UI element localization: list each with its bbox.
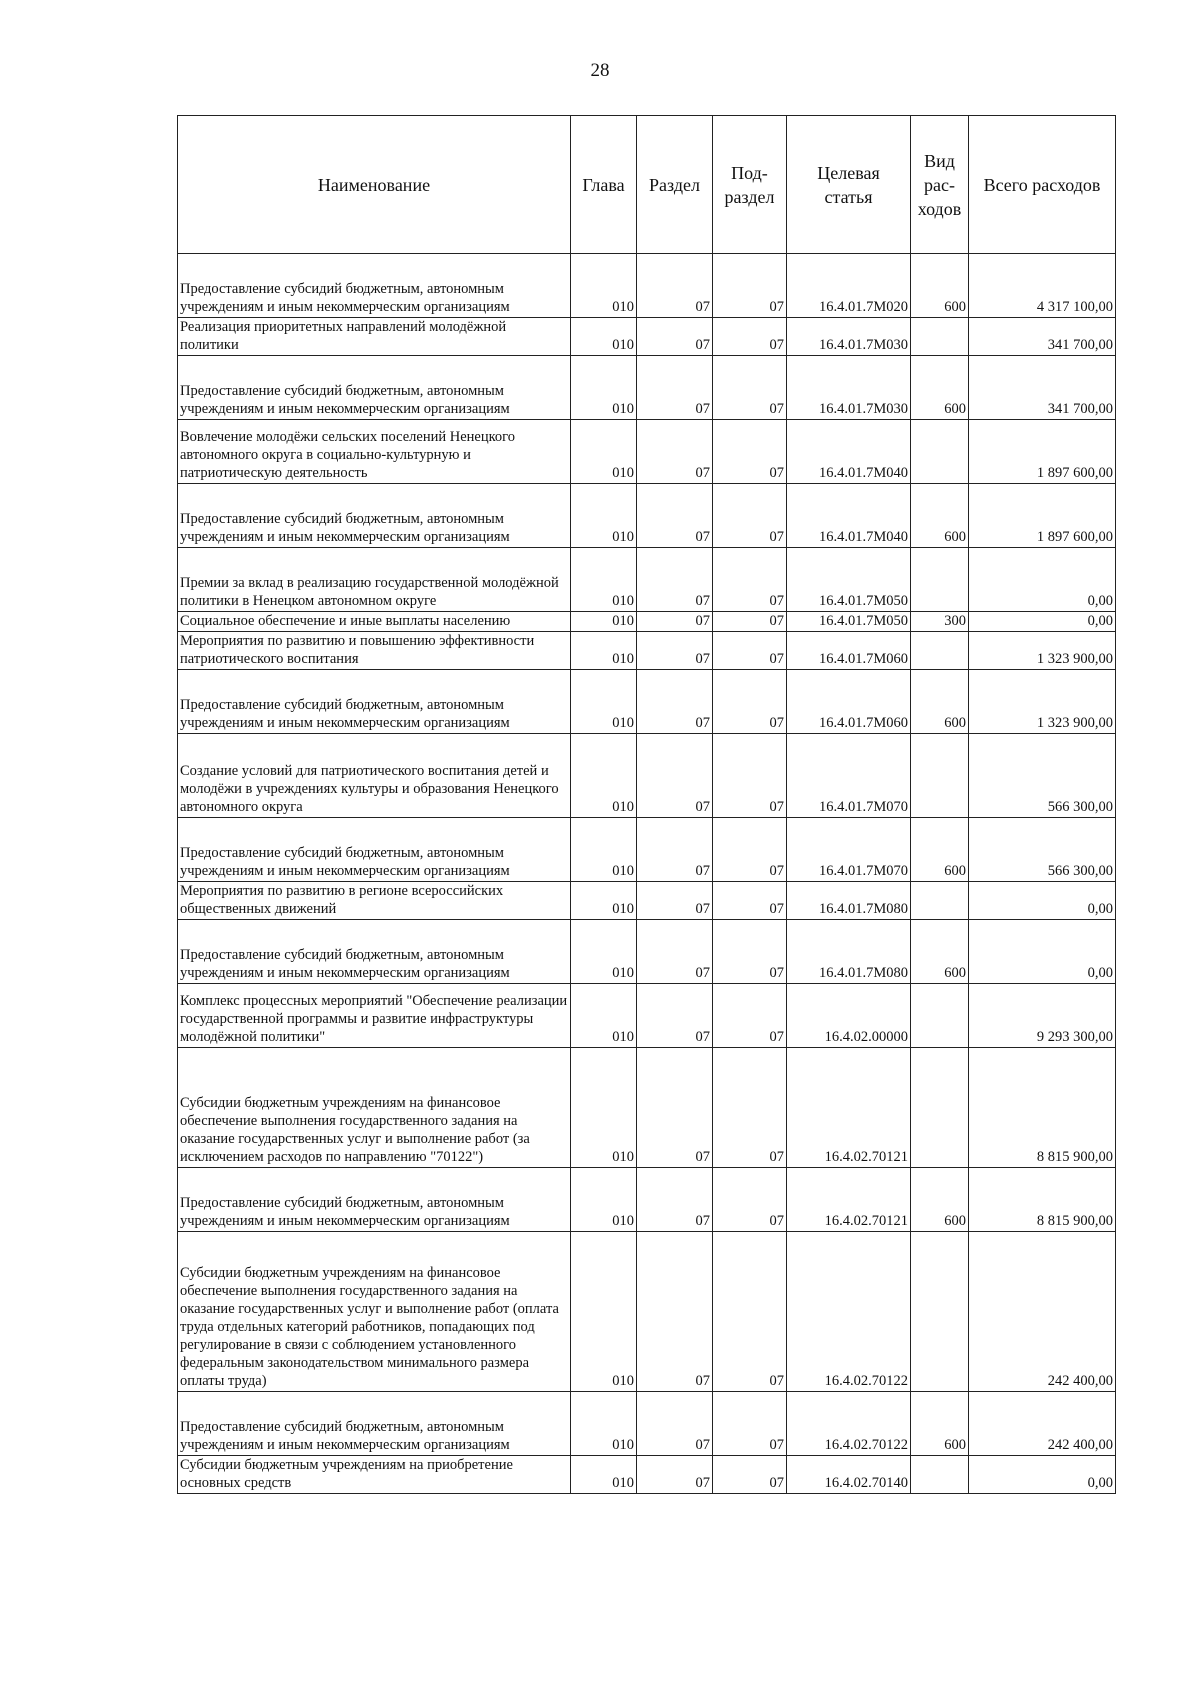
cell-total: 0,00 xyxy=(969,882,1116,920)
cell-tsel: 16.4.01.7М060 xyxy=(787,632,911,670)
cell-tsel: 16.4.02.70140 xyxy=(787,1456,911,1494)
table-row xyxy=(178,1456,1116,1494)
cell-tsel: 16.4.01.7М080 xyxy=(787,920,911,984)
cell-glava: 010 xyxy=(571,484,637,548)
cell-vid xyxy=(911,1232,969,1392)
table-row xyxy=(178,356,1116,420)
cell-name: Премии за вклад в реализацию государственной молодёжной политики в Ненецком автономном округе xyxy=(178,548,571,612)
cell-podrazdel: 07 xyxy=(713,818,787,882)
cell-name: Предоставление субсидий бюджетным, автономным учреждениям и иным некоммерческим организациям xyxy=(178,1168,571,1232)
table-row xyxy=(178,484,1116,548)
table-row xyxy=(178,882,1116,920)
header-tsel: Целевая статья xyxy=(787,116,911,254)
table-row xyxy=(178,818,1116,882)
cell-total: 0,00 xyxy=(969,920,1116,984)
cell-glava: 010 xyxy=(571,318,637,356)
cell-glava: 010 xyxy=(571,356,637,420)
cell-vid: 600 xyxy=(911,670,969,734)
cell-podrazdel: 07 xyxy=(713,1048,787,1168)
cell-tsel: 16.4.02.00000 xyxy=(787,984,911,1048)
cell-tsel: 16.4.02.70121 xyxy=(787,1048,911,1168)
cell-tsel: 16.4.01.7М040 xyxy=(787,420,911,484)
cell-podrazdel: 07 xyxy=(713,734,787,818)
cell-podrazdel: 07 xyxy=(713,420,787,484)
header-vid: Вид рас- ходов xyxy=(911,116,969,254)
cell-tsel: 16.4.01.7М030 xyxy=(787,356,911,420)
table-row xyxy=(178,1232,1116,1392)
cell-razdel: 07 xyxy=(637,882,713,920)
cell-podrazdel: 07 xyxy=(713,1232,787,1392)
cell-total: 341 700,00 xyxy=(969,318,1116,356)
cell-vid: 600 xyxy=(911,818,969,882)
table-row xyxy=(178,548,1116,612)
cell-tsel: 16.4.01.7М070 xyxy=(787,734,911,818)
cell-name: Предоставление субсидий бюджетным, автономным учреждениям и иным некоммерческим организациям xyxy=(178,356,571,420)
cell-glava: 010 xyxy=(571,1392,637,1456)
table-row xyxy=(178,670,1116,734)
cell-total: 566 300,00 xyxy=(969,734,1116,818)
cell-razdel: 07 xyxy=(637,1048,713,1168)
cell-name: Предоставление субсидий бюджетным, автономным учреждениям и иным некоммерческим организациям xyxy=(178,670,571,734)
table-row xyxy=(178,1048,1116,1168)
cell-total: 566 300,00 xyxy=(969,818,1116,882)
cell-name: Реализация приоритетных направлений молодёжной политики xyxy=(178,318,571,356)
cell-tsel: 16.4.01.7М080 xyxy=(787,882,911,920)
table-row xyxy=(178,420,1116,484)
table-row xyxy=(178,734,1116,818)
table-row xyxy=(178,1168,1116,1232)
cell-tsel: 16.4.01.7М050 xyxy=(787,612,911,632)
cell-vid xyxy=(911,548,969,612)
cell-vid xyxy=(911,984,969,1048)
cell-tsel: 16.4.01.7М040 xyxy=(787,484,911,548)
cell-razdel: 07 xyxy=(637,1168,713,1232)
cell-tsel: 16.4.01.7М030 xyxy=(787,318,911,356)
cell-razdel: 07 xyxy=(637,734,713,818)
cell-glava: 010 xyxy=(571,1232,637,1392)
cell-total: 1 897 600,00 xyxy=(969,420,1116,484)
cell-tsel: 16.4.02.70122 xyxy=(787,1392,911,1456)
cell-podrazdel: 07 xyxy=(713,670,787,734)
cell-vid xyxy=(911,318,969,356)
cell-podrazdel: 07 xyxy=(713,484,787,548)
cell-glava: 010 xyxy=(571,882,637,920)
cell-tsel: 16.4.01.7М020 xyxy=(787,254,911,318)
cell-tsel: 16.4.02.70122 xyxy=(787,1232,911,1392)
cell-vid: 300 xyxy=(911,612,969,632)
cell-razdel: 07 xyxy=(637,548,713,612)
cell-glava: 010 xyxy=(571,1048,637,1168)
cell-total: 8 815 900,00 xyxy=(969,1168,1116,1232)
cell-name: Социальное обеспечение и иные выплаты населению xyxy=(178,612,571,632)
cell-razdel: 07 xyxy=(637,356,713,420)
cell-razdel: 07 xyxy=(637,484,713,548)
cell-tsel: 16.4.01.7М060 xyxy=(787,670,911,734)
cell-name: Предоставление субсидий бюджетным, автономным учреждениям и иным некоммерческим организациям xyxy=(178,818,571,882)
cell-glava: 010 xyxy=(571,420,637,484)
table-row xyxy=(178,632,1116,670)
cell-glava: 010 xyxy=(571,734,637,818)
cell-razdel: 07 xyxy=(637,420,713,484)
cell-razdel: 07 xyxy=(637,920,713,984)
cell-glava: 010 xyxy=(571,254,637,318)
cell-name: Предоставление субсидий бюджетным, автономным учреждениям и иным некоммерческим организациям xyxy=(178,254,571,318)
cell-podrazdel: 07 xyxy=(713,548,787,612)
table-row xyxy=(178,612,1116,632)
cell-podrazdel: 07 xyxy=(713,984,787,1048)
cell-vid xyxy=(911,420,969,484)
table-body xyxy=(178,254,1116,1494)
cell-total: 0,00 xyxy=(969,612,1116,632)
cell-vid xyxy=(911,882,969,920)
cell-glava: 010 xyxy=(571,1168,637,1232)
table-row xyxy=(178,254,1116,318)
cell-vid xyxy=(911,1048,969,1168)
cell-name: Вовлечение молодёжи сельских поселений Ненецкого автономного округа в социально-культурную и патриотическую деятельность xyxy=(178,420,571,484)
budget-table xyxy=(177,115,1116,1494)
cell-total: 242 400,00 xyxy=(969,1232,1116,1392)
cell-vid: 600 xyxy=(911,920,969,984)
header-glava: Глава xyxy=(571,116,637,254)
table-row xyxy=(178,984,1116,1048)
cell-total: 1 323 900,00 xyxy=(969,670,1116,734)
cell-name: Комплекс процессных мероприятий "Обеспечение реализации государственной программы и развитие инфраструктуры молодёжной политики" xyxy=(178,984,571,1048)
header-razdel: Раздел xyxy=(637,116,713,254)
cell-total: 1 323 900,00 xyxy=(969,632,1116,670)
cell-name: Мероприятия по развитию и повышению эффективности патриотического воспитания xyxy=(178,632,571,670)
cell-podrazdel: 07 xyxy=(713,632,787,670)
header-podrazdel: Под- раздел xyxy=(713,116,787,254)
cell-podrazdel: 07 xyxy=(713,920,787,984)
cell-razdel: 07 xyxy=(637,818,713,882)
cell-vid xyxy=(911,632,969,670)
cell-vid xyxy=(911,734,969,818)
cell-glava: 010 xyxy=(571,818,637,882)
cell-podrazdel: 07 xyxy=(713,882,787,920)
cell-razdel: 07 xyxy=(637,984,713,1048)
cell-podrazdel: 07 xyxy=(713,254,787,318)
cell-total: 9 293 300,00 xyxy=(969,984,1116,1048)
table-row xyxy=(178,1392,1116,1456)
cell-glava: 010 xyxy=(571,670,637,734)
table-row xyxy=(178,920,1116,984)
cell-vid: 600 xyxy=(911,1168,969,1232)
cell-podrazdel: 07 xyxy=(713,356,787,420)
cell-total: 8 815 900,00 xyxy=(969,1048,1116,1168)
cell-name: Субсидии бюджетным учреждениям на финансовое обеспечение выполнения государственного задания на оказание государственных услуг и выполнение работ (за исключением расходов по направлению "70122") xyxy=(178,1048,571,1168)
cell-glava: 010 xyxy=(571,1456,637,1494)
cell-total: 242 400,00 xyxy=(969,1392,1116,1456)
cell-tsel: 16.4.02.70121 xyxy=(787,1168,911,1232)
cell-total: 341 700,00 xyxy=(969,356,1116,420)
cell-total: 0,00 xyxy=(969,1456,1116,1494)
cell-vid: 600 xyxy=(911,356,969,420)
cell-podrazdel: 07 xyxy=(713,318,787,356)
cell-vid: 600 xyxy=(911,1392,969,1456)
cell-name: Мероприятия по развитию в регионе всероссийских общественных движений xyxy=(178,882,571,920)
header-total: Всего расходов xyxy=(969,116,1116,254)
cell-razdel: 07 xyxy=(637,612,713,632)
cell-podrazdel: 07 xyxy=(713,1168,787,1232)
cell-glava: 010 xyxy=(571,984,637,1048)
cell-total: 4 317 100,00 xyxy=(969,254,1116,318)
cell-glava: 010 xyxy=(571,920,637,984)
cell-vid xyxy=(911,1456,969,1494)
table-row xyxy=(178,318,1116,356)
table-header-row xyxy=(178,116,1116,254)
cell-glava: 010 xyxy=(571,612,637,632)
cell-total: 1 897 600,00 xyxy=(969,484,1116,548)
cell-podrazdel: 07 xyxy=(713,612,787,632)
cell-razdel: 07 xyxy=(637,1392,713,1456)
cell-tsel: 16.4.01.7М070 xyxy=(787,818,911,882)
cell-podrazdel: 07 xyxy=(713,1456,787,1494)
cell-razdel: 07 xyxy=(637,1456,713,1494)
cell-vid: 600 xyxy=(911,254,969,318)
cell-total: 0,00 xyxy=(969,548,1116,612)
cell-glava: 010 xyxy=(571,548,637,612)
cell-tsel: 16.4.01.7М050 xyxy=(787,548,911,612)
header-name: Наименование xyxy=(178,116,571,254)
cell-razdel: 07 xyxy=(637,670,713,734)
cell-razdel: 07 xyxy=(637,318,713,356)
cell-name: Создание условий для патриотического воспитания детей и молодёжи в учреждениях культуры и образования Ненецкого автономного округа xyxy=(178,734,571,818)
page-number: 28 xyxy=(590,60,610,81)
cell-glava: 010 xyxy=(571,632,637,670)
cell-razdel: 07 xyxy=(637,1232,713,1392)
cell-name: Субсидии бюджетным учреждениям на финансовое обеспечение выполнения государственного задания на оказание государственных услуг и выполнение работ (оплата труда отдельных категорий работников, попадающих под регулирование в связи с соблюдением установленного федеральным законодательством минимального размера оплаты труда) xyxy=(178,1232,571,1392)
cell-vid: 600 xyxy=(911,484,969,548)
cell-podrazdel: 07 xyxy=(713,1392,787,1456)
cell-name: Предоставление субсидий бюджетным, автономным учреждениям и иным некоммерческим организациям xyxy=(178,484,571,548)
cell-name: Предоставление субсидий бюджетным, автономным учреждениям и иным некоммерческим организациям xyxy=(178,920,571,984)
cell-razdel: 07 xyxy=(637,632,713,670)
cell-name: Субсидии бюджетным учреждениям на приобретение основных средств xyxy=(178,1456,571,1494)
cell-name: Предоставление субсидий бюджетным, автономным учреждениям и иным некоммерческим организациям xyxy=(178,1392,571,1456)
cell-razdel: 07 xyxy=(637,254,713,318)
